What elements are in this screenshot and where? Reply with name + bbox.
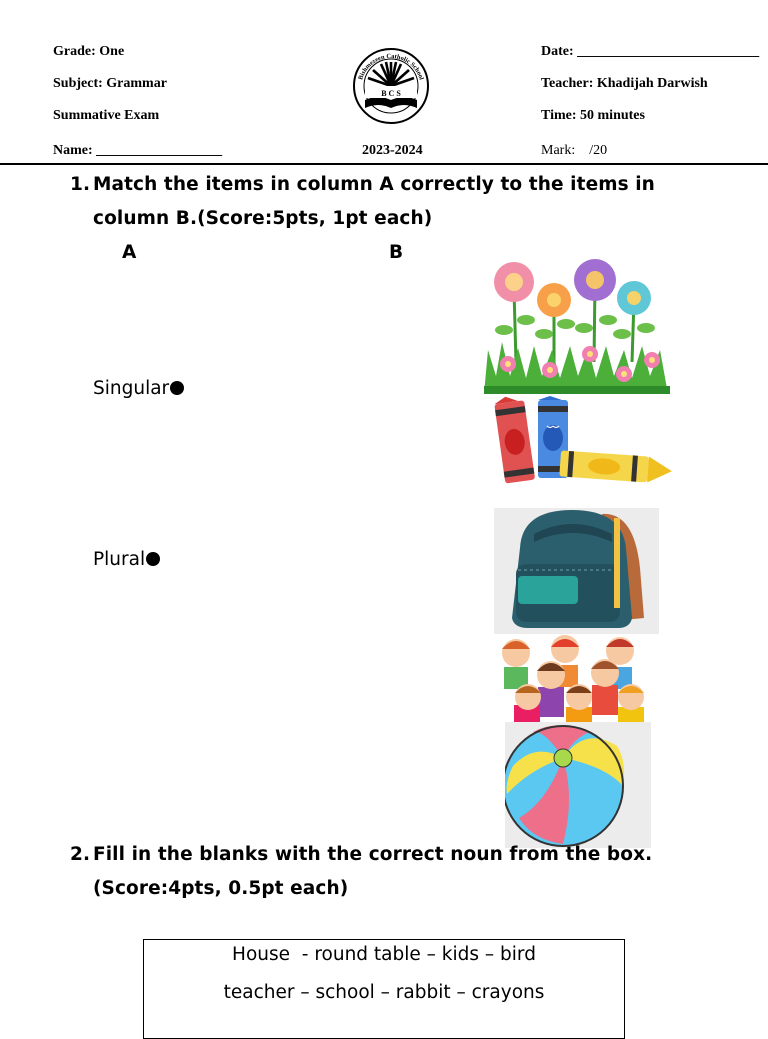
- match-item-label: Plural: [93, 549, 146, 570]
- teacher-label: Teacher: Khadijah Darwish: [541, 76, 708, 91]
- word-bank-line1: House - round table – kids – bird: [232, 944, 536, 965]
- backpack-image: [494, 508, 659, 634]
- match-item-plural: [93, 549, 160, 570]
- logo-arc-text: Bishmezeen Catholic School: [357, 52, 425, 81]
- crayons-image: [492, 396, 676, 492]
- q2-instruction-line1: Fill in the blanks with the correct noun from the box.: [93, 844, 653, 865]
- subject-label: Subject: Grammar: [53, 76, 167, 91]
- grade-label: Grade: One: [53, 44, 125, 59]
- word-bank-box: [143, 939, 625, 1039]
- flowers-image: [482, 250, 672, 396]
- name-field: Name: __________________: [53, 143, 223, 158]
- school-year: 2023-2024: [362, 143, 423, 158]
- school-logo: [351, 42, 431, 130]
- time-label: Time: 50 minutes: [541, 108, 645, 123]
- beach-ball-image: [505, 722, 651, 848]
- column-a-heading: A: [122, 242, 137, 263]
- match-dot[interactable]: [146, 552, 160, 566]
- exam-label: Summative Exam: [53, 108, 160, 123]
- date-field: Date: __________________________: [541, 44, 760, 59]
- q1-number: 1.: [70, 174, 91, 195]
- q1-instruction-line1: Match the items in column A correctly to the items in: [93, 174, 655, 195]
- mark-label: Mark: /20: [541, 143, 608, 158]
- q2-instruction-line2: (Score:4pts, 0.5pt each): [93, 878, 349, 899]
- q1-instruction-line2: column B.(Score:5pts, 1pt each): [93, 208, 433, 229]
- column-b-heading: B: [389, 242, 404, 263]
- match-item-label: Singular: [93, 378, 170, 399]
- kids-image: [498, 635, 660, 723]
- word-bank-line2: teacher – school – rabbit – crayons: [223, 982, 545, 1003]
- logo-initials: B C S: [381, 89, 401, 98]
- header-divider: [0, 163, 768, 165]
- match-dot[interactable]: [170, 381, 184, 395]
- q2-number: 2.: [70, 844, 91, 865]
- match-item-singular: [93, 378, 184, 399]
